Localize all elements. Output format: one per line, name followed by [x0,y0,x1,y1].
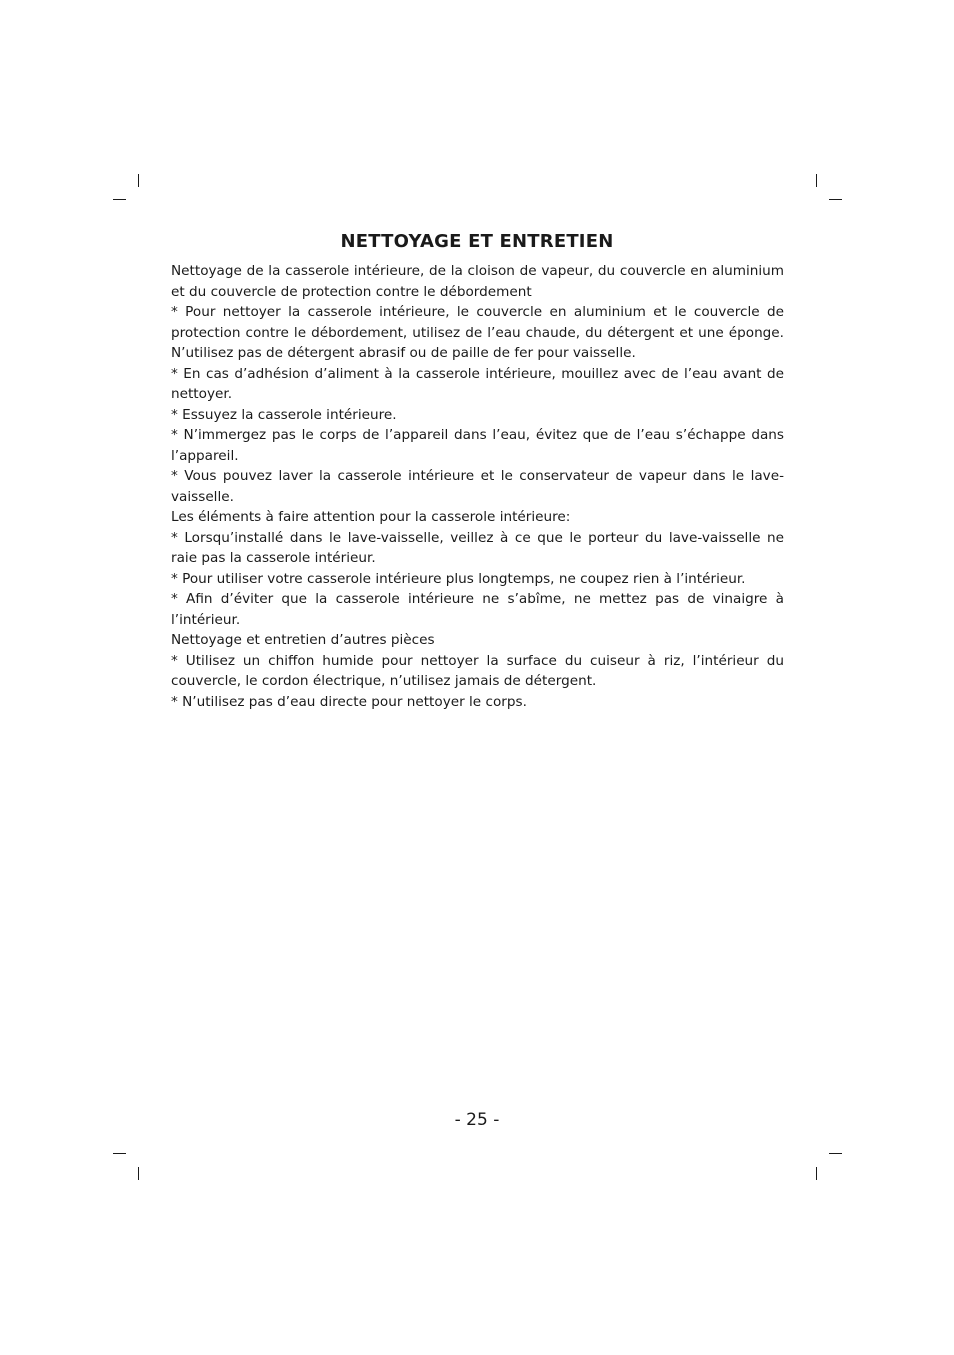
document-body [171,261,784,712]
crop-mark-bottom-left-horizontal [113,1153,126,1154]
crop-mark-top-left-horizontal [113,199,126,200]
page-number: - 25 - [454,1110,500,1130]
paragraph: * N’immergez pas le corps de l’appareil dans l’eau, évitez que de l’eau s’échappe dans l’appareil. [171,427,784,464]
paragraph: * Pour nettoyer la casserole intérieure, le couvercle en aluminium et le couvercle de protection contre le débordement, utilisez de l’eau chaude, du détergent et une éponge. N’utilisez pas de détergent abrasif ou de paille de fer pour vaisselle. [171,304,784,361]
crop-mark-bottom-right-vertical [816,1167,817,1180]
paragraph: * Utilisez un chiffon humide pour nettoyer la surface du cuiseur à riz, l’intérieur du couvercle, le cordon électrique, n’utilisez jamais de détergent. [171,652,784,689]
paragraph: * Pour utiliser votre casserole intérieure plus longtemps, ne coupez rien à l’intérieur. [171,570,746,587]
paragraph: Nettoyage et entretien d’autres pièces [171,632,435,648]
crop-mark-top-left-vertical [138,174,139,187]
paragraph: Nettoyage de la casserole intérieure, de la cloison de vapeur, du couvercle en aluminium et du couvercle de protection contre le débordement [171,263,784,300]
crop-mark-top-right-vertical [816,174,817,187]
crop-mark-bottom-left-vertical [138,1167,139,1180]
paragraph: * Essuyez la casserole intérieure. [171,406,397,423]
crop-mark-bottom-right-horizontal [829,1153,842,1154]
paragraph: * Afin d’éviter que la casserole intérieure ne s’abîme, ne mettez pas de vinaigre à l’intérieur. [171,591,784,628]
paragraph: * N’utilisez pas d’eau directe pour nettoyer le corps. [171,693,527,710]
paragraph: Les éléments à faire attention pour la casserole intérieure: [171,509,571,525]
page-title: NETTOYAGE ET ENTRETIEN [340,231,614,252]
crop-mark-top-right-horizontal [829,199,842,200]
paragraph: * Lorsqu’installé dans le lave-vaisselle, veillez à ce que le porteur du lave-vaisselle ne raie pas la casserole intérieur. [171,529,784,566]
paragraph: * Vous pouvez laver la casserole intérieure et le conservateur de vapeur dans le lave-vaisselle. [171,468,784,505]
paragraph: * En cas d’adhésion d’aliment à la casserole intérieure, mouillez avec de l’eau avant de nettoyer. [171,365,784,402]
